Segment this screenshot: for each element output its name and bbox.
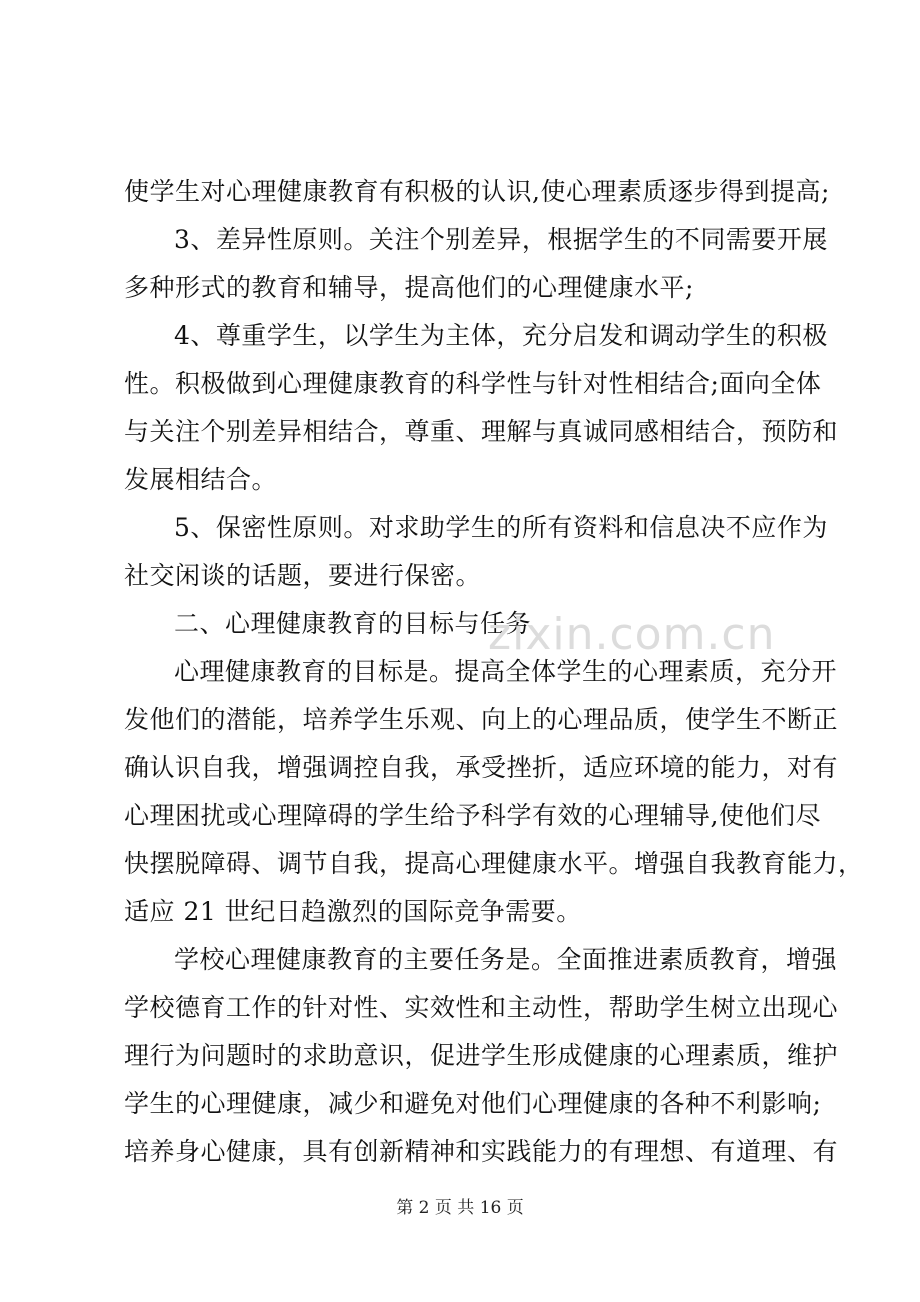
paragraph-line: 确认识自我，增强调控自我，承受挫折，适应环境的能力，对有 [124, 753, 839, 782]
paragraph-line: 培养身心健康，具有创新精神和实践能力的有理想、有道理、有 [124, 1137, 839, 1166]
paragraph-line: 心理健康教育的目标是。提高全体学生的心理素质，充分开 [174, 657, 838, 686]
page-footer: 第 2 页 共 16 页 [396, 1198, 524, 1218]
paragraph-line: 学生的心理健康，减少和避免对他们心理健康的各种不利影响; [124, 1089, 822, 1118]
paragraph-line: 理行为问题时的求助意识，促进学生形成健康的心理素质，维护 [124, 1041, 839, 1070]
paragraph-line: 社交闲谈的话题，要进行保密。 [124, 561, 482, 590]
paragraph-line: 学校德育工作的针对性、实效性和主动性，帮助学生树立出现心 [124, 993, 839, 1022]
paragraph-line: 快摆脱障碍、调节自我，提高心理健康水平。增强自我教育能力， [124, 849, 864, 878]
paragraph-line: 5、保密性原则。对求助学生的所有资料和信息决不应作为 [174, 513, 828, 542]
section-heading: 二、心理健康教育的目标与任务 [174, 609, 532, 638]
paragraph-line: 使学生对心理健康教育有积极的认识,使心理素质逐步得到提高; [124, 177, 830, 206]
paragraph-line: 多种形式的教育和辅导，提高他们的心理健康水平; [124, 273, 694, 302]
paragraph-line: 发他们的潜能，培养学生乐观、向上的心理品质，使学生不断正 [124, 705, 839, 734]
paragraph-line: 性。积极做到心理健康教育的科学性与针对性相结合;面向全体 [124, 369, 822, 398]
paragraph-line: 学校心理健康教育的主要任务是。全面推进素质教育，增强 [174, 945, 838, 974]
paragraph-line: 与关注个别差异相结合，尊重、理解与真诚同感相结合，预防和 [124, 417, 839, 446]
paragraph-line: 适应 21 世纪日趋激烈的国际竞争需要。 [124, 897, 582, 926]
paragraph-line: 发展相结合。 [124, 465, 278, 494]
paragraph-line: 3、差异性原则。关注个别差异，根据学生的不同需要开展 [174, 225, 828, 254]
paragraph-line: 4、尊重学生，以学生为主体，充分启发和调动学生的积极 [174, 321, 828, 350]
paragraph-line: 心理困扰或心理障碍的学生给予科学有效的心理辅导,使他们尽 [124, 801, 821, 830]
watermark: zixin.com.cn [488, 609, 776, 660]
